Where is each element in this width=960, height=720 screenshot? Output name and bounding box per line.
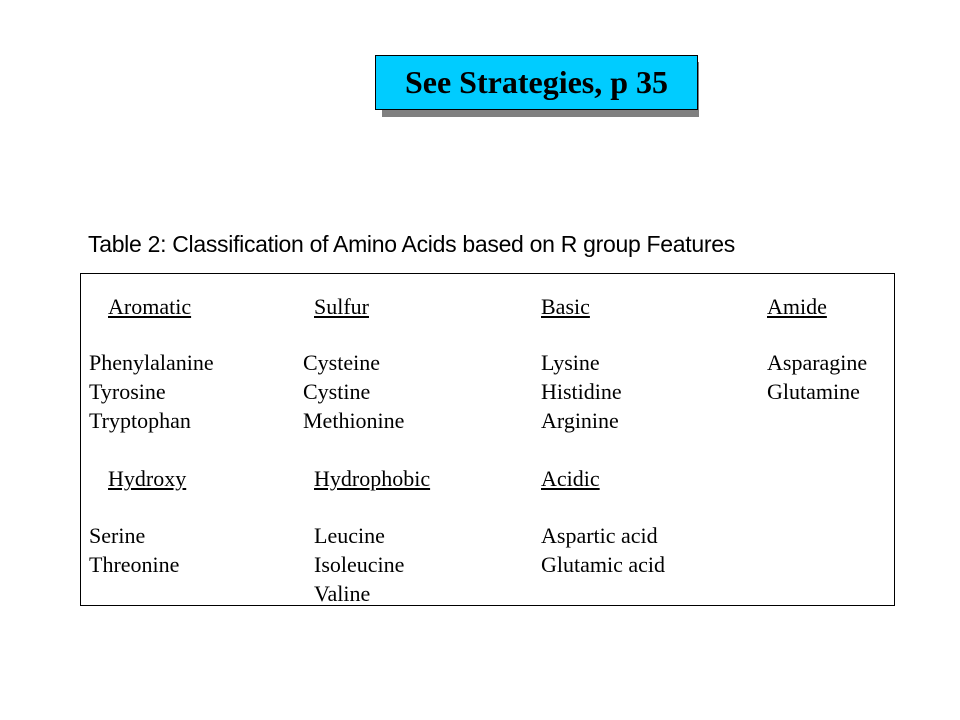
group-header-aromatic: Aromatic [108, 294, 192, 319]
list-item: Isoleucine [314, 552, 405, 577]
list-item: Arginine [541, 408, 619, 433]
list-item: Histidine [541, 379, 622, 404]
list-item: Glutamine [767, 379, 860, 404]
group-header-basic: Basic [541, 294, 590, 319]
list-item: Serine [89, 523, 146, 548]
amino-acid-table [80, 273, 895, 606]
list-item: Phenylalanine [89, 350, 214, 375]
group-header-acidic: Acidic [541, 466, 600, 491]
group-items-amide [767, 348, 867, 406]
group-items-aromatic [89, 348, 214, 435]
list-item: Glutamic acid [541, 552, 666, 577]
list-item: Lysine [541, 350, 600, 375]
list-item: Threonine [89, 552, 180, 577]
group-items-hydrophobic [314, 521, 404, 608]
group-items-basic [541, 348, 622, 435]
group-header-hydroxy: Hydroxy [108, 466, 187, 491]
group-items-acidic [541, 521, 665, 579]
list-item: Tryptophan [89, 408, 191, 433]
group-items-hydroxy [89, 521, 179, 579]
list-item: Methionine [303, 408, 405, 433]
list-item: Cystine [303, 379, 371, 404]
table-caption: Table 2: Classification of Amino Acids based on R group Features [88, 231, 735, 257]
group-items-sulfur [303, 348, 404, 435]
list-item: Leucine [314, 523, 385, 548]
list-item: Tyrosine [89, 379, 166, 404]
list-item: Valine [314, 581, 371, 606]
group-header-amide: Amide [767, 294, 827, 319]
list-item: Aspartic acid [541, 523, 658, 548]
list-item: Asparagine [767, 350, 868, 375]
group-header-hydrophobic: Hydrophobic [314, 466, 431, 491]
callout-text: See Strategies, p 35 [404, 64, 669, 100]
strategies-callout [375, 55, 698, 110]
list-item: Cysteine [303, 350, 380, 375]
group-header-sulfur: Sulfur [314, 294, 369, 319]
